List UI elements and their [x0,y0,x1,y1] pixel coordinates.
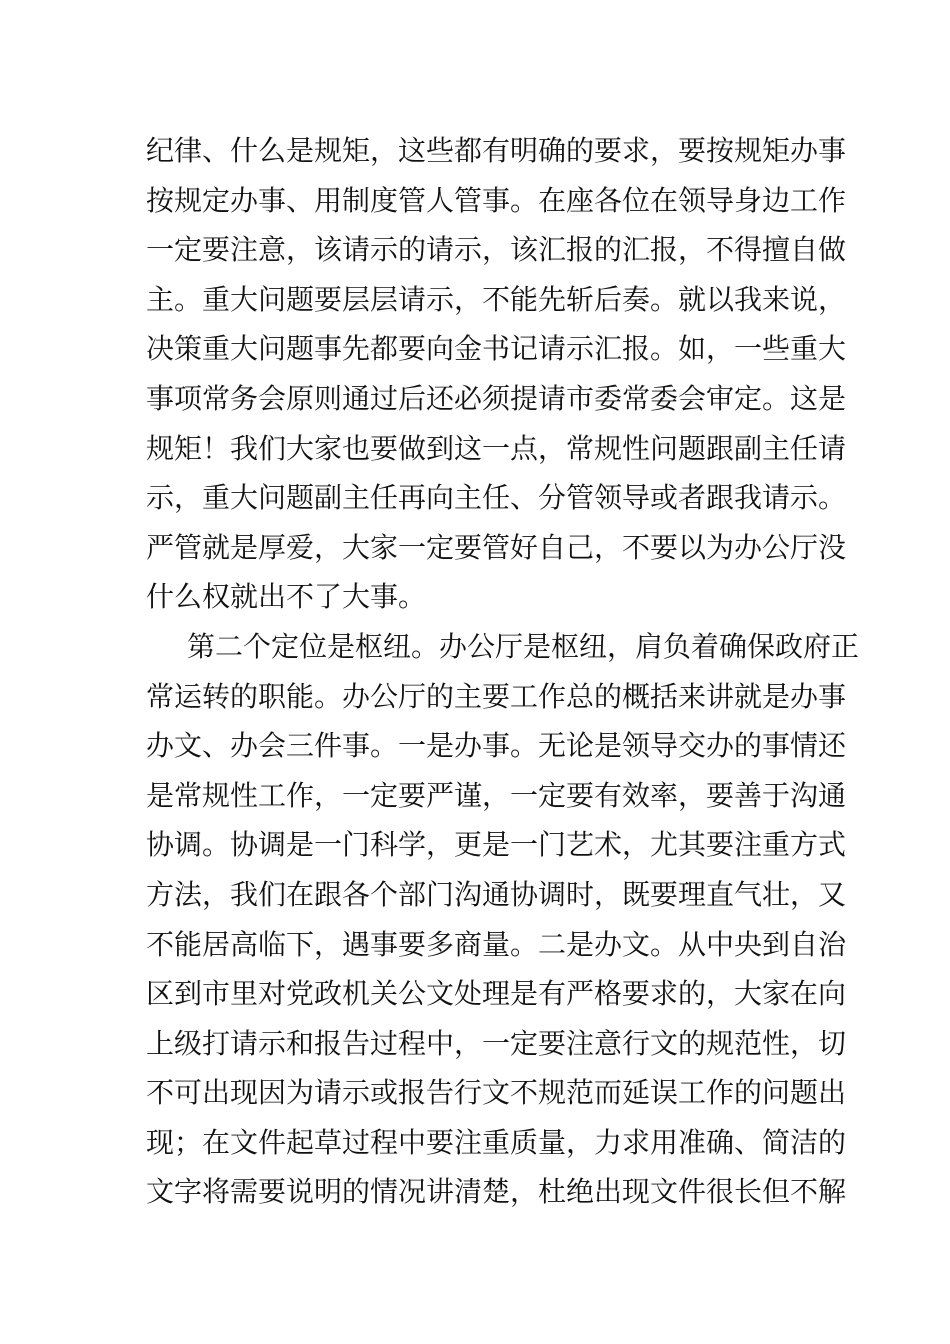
text-line: 方法，我们在跟各个部门沟通协调时，既要理直气壮，又 [146,877,847,911]
text-line: 协调。协调是一门科学，更是一门艺术，尤其要注重方式 [146,828,847,862]
text-line: 决策重大问题事先都要向金书记请示汇报。如，一些重大 [146,332,847,366]
text-line: 主。重大问题要层层请示，不能先斩后奏。就以我来说， [146,282,847,316]
text-line: 区到市里对党政机关公文处理是有严格要求的，大家在向 [146,977,847,1011]
text-line: 不能居高临下，遇事要多商量。二是办文。从中央到自治 [146,927,847,961]
text-line: 一定要注意，该请示的请示，该汇报的汇报，不得擅自做 [146,233,847,267]
text-line: 常运转的职能。办公厅的主要工作总的概括来讲就是办事 [146,679,847,713]
text-line: 文字将需要说明的情况讲清楚，杜绝出现文件很长但不解 [146,1175,847,1209]
text-line: 什么权就出不了大事。 [146,580,427,614]
text-line: 是常规性工作，一定要严谨，一定要有效率，要善于沟通 [146,778,847,812]
text-line: 上级打请示和报告过程中，一定要注意行文的规范性，切 [146,1026,847,1060]
paragraph-2 [146,622,860,1217]
text-line: 严管就是厚爱，大家一定要管好自己，不要以为办公厅没 [146,530,847,564]
text-line: 纪律、什么是规矩，这些都有明确的要求，要按规矩办事 [146,134,847,167]
text-line: 第二个定位是枢纽。办公厅是枢纽，肩负着确保政府正 [187,629,860,663]
body-text [146,126,860,1217]
text-line: 不可出现因为请示或报告行文不规范而延误工作的问题出 [146,1076,847,1110]
text-line: 示，重大问题副主任再向主任、分管领导或者跟我请示。 [146,481,847,515]
text-line: 规矩！我们大家也要做到这一点，常规性问题跟副主任请 [146,431,847,465]
text-line: 按规定办事、用制度管人管事。在座各位在领导身边工作 [146,183,847,217]
text-line: 事项常务会原则通过后还必须提请市委常委会审定。这是 [146,381,847,415]
paragraph-1 [146,126,847,622]
text-line: 办文、办会三件事。一是办事。无论是领导交办的事情还 [146,729,847,763]
text-line: 现；在文件起草过程中要注重质量，力求用准确、简洁的 [146,1125,847,1159]
